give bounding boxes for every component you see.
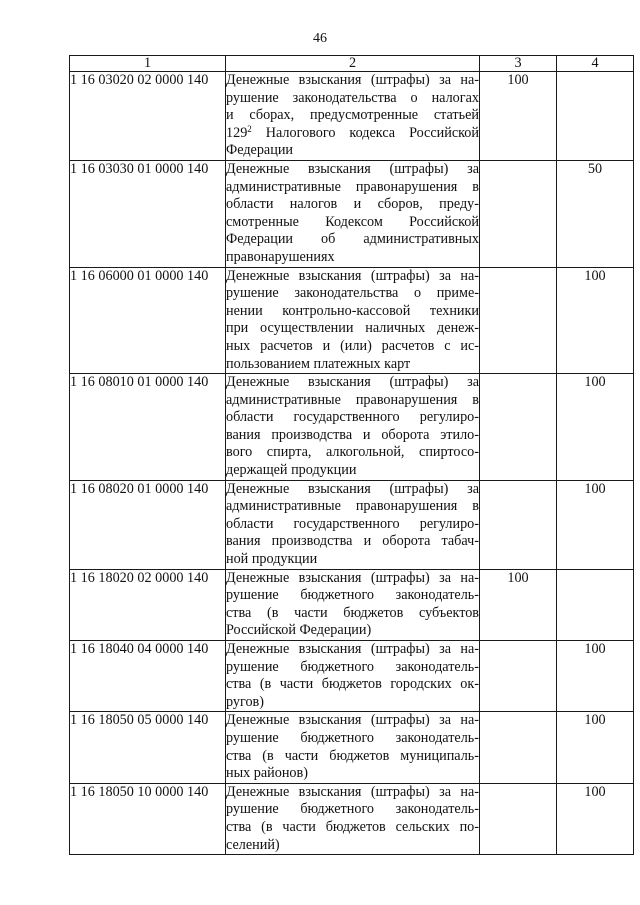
income-description	[226, 783, 480, 854]
description-line: Денежные взыскания (штрафы) за	[226, 374, 479, 391]
budget-classification-table	[69, 55, 634, 855]
value-col4: 50	[557, 160, 634, 267]
description-line: Денежные взыскания (штрафы) за	[226, 480, 479, 497]
column-header-3: 3	[480, 56, 557, 72]
description-line: Денежные взыскания (штрафы) за на-	[226, 641, 479, 657]
income-description	[226, 712, 480, 783]
value-col3	[480, 641, 557, 712]
value-col3	[480, 160, 557, 267]
description-line: административные правонарушения в	[226, 178, 479, 195]
description-line: пользованием платежных карт	[226, 355, 411, 372]
description-line: Денежные взыскания (штрафы) за на-	[226, 569, 479, 586]
description-line: ства (в части бюджетов сельских по-	[226, 818, 479, 835]
description-line: Федерации	[226, 142, 294, 159]
description-line: вания производства и оборота табач-	[226, 533, 479, 550]
description-line: ства (в части бюджетов субъектов	[226, 604, 479, 621]
article-superscript: 2	[247, 123, 252, 134]
description-line: вания производства и оборота этило-	[226, 426, 479, 443]
value-col4: 100	[557, 783, 634, 854]
income-code: 1 16 08010 01 0000 140	[70, 374, 226, 481]
description-line: рушение бюджетного законодатель-	[226, 801, 479, 818]
value-col3: 100	[480, 569, 557, 640]
value-col4: 100	[557, 267, 634, 374]
value-col4: 100	[557, 712, 634, 783]
article-number: 129	[226, 124, 248, 141]
description-line: ной продукции	[226, 551, 318, 568]
description-line: вого спирта, алкогольной, спиртосо-	[226, 444, 479, 461]
value-col3	[480, 712, 557, 783]
description-line: рушение законодательства о налогах	[226, 89, 479, 106]
description-line: держащей продукции	[226, 462, 357, 479]
table-row	[70, 267, 634, 374]
description-line: и сборах, предусмотренные статьей	[226, 107, 479, 124]
description-line: нении контрольно-кассовой техники	[226, 302, 479, 319]
income-code: 1 16 18040 04 0000 140	[70, 641, 226, 712]
table-row	[70, 641, 634, 712]
income-description	[226, 480, 480, 569]
description-line: области налогов и сборов, преду-	[226, 196, 479, 213]
value-col4: 100	[557, 641, 634, 712]
value-col3	[480, 374, 557, 481]
description-line: рушение бюджетного законодатель-	[226, 729, 479, 746]
table-row	[70, 160, 634, 267]
income-code: 1 16 18020 02 0000 140	[70, 569, 226, 640]
income-description	[226, 72, 480, 161]
description-line: Денежные взыскания (штрафы) за на-	[226, 712, 479, 729]
description-line: селений)	[226, 836, 280, 853]
table-row	[70, 374, 634, 481]
value-col3	[480, 480, 557, 569]
value-col4: 100	[557, 374, 634, 481]
income-code: 1 16 03030 01 0000 140	[70, 160, 226, 267]
table-row	[70, 72, 634, 161]
income-code: 1 16 08020 01 0000 140	[70, 480, 226, 569]
description-line: Денежные взыскания (штрафы) за на-	[226, 267, 479, 284]
description-line: ругов)	[226, 693, 264, 710]
income-code: 1 16 18050 05 0000 140	[70, 712, 226, 783]
value-col3: 100	[480, 72, 557, 161]
income-code: 1 16 18050 10 0000 140	[70, 783, 226, 854]
income-description	[226, 374, 480, 481]
description-line: области государственного регулиро-	[226, 515, 479, 532]
description-line: ства (в части бюджетов городских ок-	[226, 676, 479, 693]
income-description	[226, 267, 480, 374]
page-number: 46	[313, 31, 327, 46]
description-line: ных районов)	[226, 765, 308, 782]
description-line: ства (в части бюджетов муниципаль-	[226, 747, 479, 764]
description-line: рушение законодательства о приме-	[226, 285, 479, 302]
value-col4: 100	[557, 480, 634, 569]
table-header-row	[70, 56, 634, 72]
description-line: ных расчетов и (или) расчетов с ис-	[226, 337, 479, 354]
value-col4	[557, 72, 634, 161]
value-col3	[480, 783, 557, 854]
article-text: Налогового кодекса Российской	[251, 124, 479, 141]
description-line: административные правонарушения в	[226, 498, 479, 515]
income-code: 1 16 03020 02 0000 140	[70, 72, 226, 161]
description-line: рушение бюджетного законодатель-	[226, 587, 479, 604]
description-line: при осуществлении наличных денеж-	[226, 320, 479, 337]
description-line: области государственного регулиро-	[226, 409, 479, 426]
description-line: Денежные взыскания (штрафы) за на-	[226, 72, 479, 88]
value-col4	[557, 569, 634, 640]
income-description	[226, 160, 480, 267]
table-row	[70, 783, 634, 854]
income-code: 1 16 06000 01 0000 140	[70, 267, 226, 374]
description-line: правонарушениях	[226, 248, 335, 265]
description-line: административные правонарушения в	[226, 391, 479, 408]
table-row	[70, 712, 634, 783]
column-header-1: 1	[70, 56, 226, 72]
description-line-article	[226, 125, 479, 143]
description-line: Денежные взыскания (штрафы) за на-	[226, 783, 479, 800]
income-description	[226, 569, 480, 640]
column-header-2: 2	[226, 56, 480, 72]
description-line: Федерации об административных	[226, 231, 479, 248]
description-line: Российской Федерации)	[226, 622, 372, 639]
table-row	[70, 569, 634, 640]
income-description	[226, 641, 480, 712]
description-line: рушение бюджетного законодатель-	[226, 658, 479, 675]
column-header-4: 4	[557, 56, 634, 72]
description-line: Денежные взыскания (штрафы) за	[226, 160, 479, 177]
table-row	[70, 480, 634, 569]
value-col3	[480, 267, 557, 374]
description-line: смотренные Кодексом Российской	[226, 213, 479, 230]
